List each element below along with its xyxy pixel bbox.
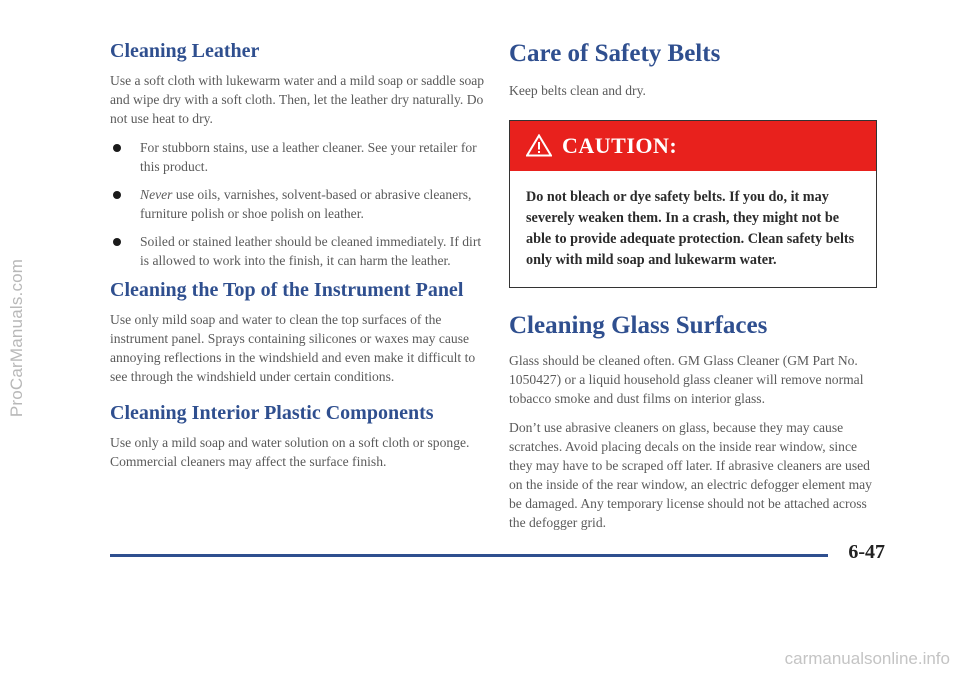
cleaning-leather-intro: Use a soft cloth with lukewarm water and a mild soap or saddle soap and wipe dry with a soft cloth. Then, let the leather dry naturally. Do not use heat to dry. [110,73,485,126]
plastic-components-body: Use only a mild soap and water solution on a soft cloth or sponge. Commercial cleaners may affect the surface finish. [110,435,470,469]
instrument-panel-heading: Cleaning the Top of the Instrument Panel [110,279,464,301]
bottom-watermark: carmanualsonline.info [784,649,950,668]
page-number: 6-47 [848,541,885,563]
caution-box [509,120,877,288]
list-item [110,185,485,223]
list-item [110,138,485,176]
instrument-panel-body: Use only mild soap and water to clean the top surfaces of the instrument panel. Sprays containing silicones or waxes may cause annoying reflections in the windshield and even make it difficult to see through the windshield under certain conditions. [110,312,476,384]
safety-belts-heading: Care of Safety Belts [509,40,721,67]
manual-page [70,22,900,572]
warning-triangle-icon [526,134,552,157]
glass-surfaces-para1: Glass should be cleaned often. GM Glass Cleaner (GM Part No. 1050427) or a liquid household glass cleaner will remove normal tobacco smoke and dust films on interior glass. [509,352,864,406]
footer-rule [110,554,828,557]
side-watermark [4,0,30,675]
leather-bullet-emphasis: Never [140,187,173,202]
bullet-icon [113,238,121,246]
leather-bullet-text: use oils, varnishes, solvent-based or abrasive cleaners, furniture polish or shoe polish on leather. [140,187,472,221]
caution-text: Do not bleach or dye safety belts. If you do, it may severely weaken them. In a crash, they might not be able to provide adequate protection. Clean safety belts only with mild soap and lukewarm water. [526,188,855,268]
glass-surfaces-heading: Cleaning Glass Surfaces [509,311,768,339]
right-column [509,40,879,542]
leather-bullet-list [110,138,485,270]
page-footer [110,541,885,579]
leather-bullet-text: Soiled or stained leather should be cleaned immediately. If dirt is allowed to work into the finish, it can harm the leather. [140,234,482,268]
caution-header [510,121,876,171]
safety-belts-body: Keep belts clean and dry. [509,82,646,98]
left-column [110,40,485,481]
bullet-icon [113,144,121,152]
plastic-components-heading: Cleaning Interior Plastic Components [110,402,434,424]
bullet-icon [113,191,121,199]
cleaning-leather-heading: Cleaning Leather [110,40,260,62]
side-watermark-text: ProCarManuals.com [7,258,26,417]
leather-bullet-text: For stubborn stains, use a leather cleaner. See your retailer for this product. [140,140,477,174]
caution-label: CAUTION: [562,132,678,158]
glass-surfaces-para2: Don’t use abrasive cleaners on glass, because they may cause scratches. Avoid placing decals on the inside rear window, since they may have to be scraped off later. If abrasive cleaners are used on the inside of the rear window, an electric defogger element may be damaged. Any temporary license should not be attached across the defogger grid. [509,419,872,530]
list-item [110,232,485,270]
